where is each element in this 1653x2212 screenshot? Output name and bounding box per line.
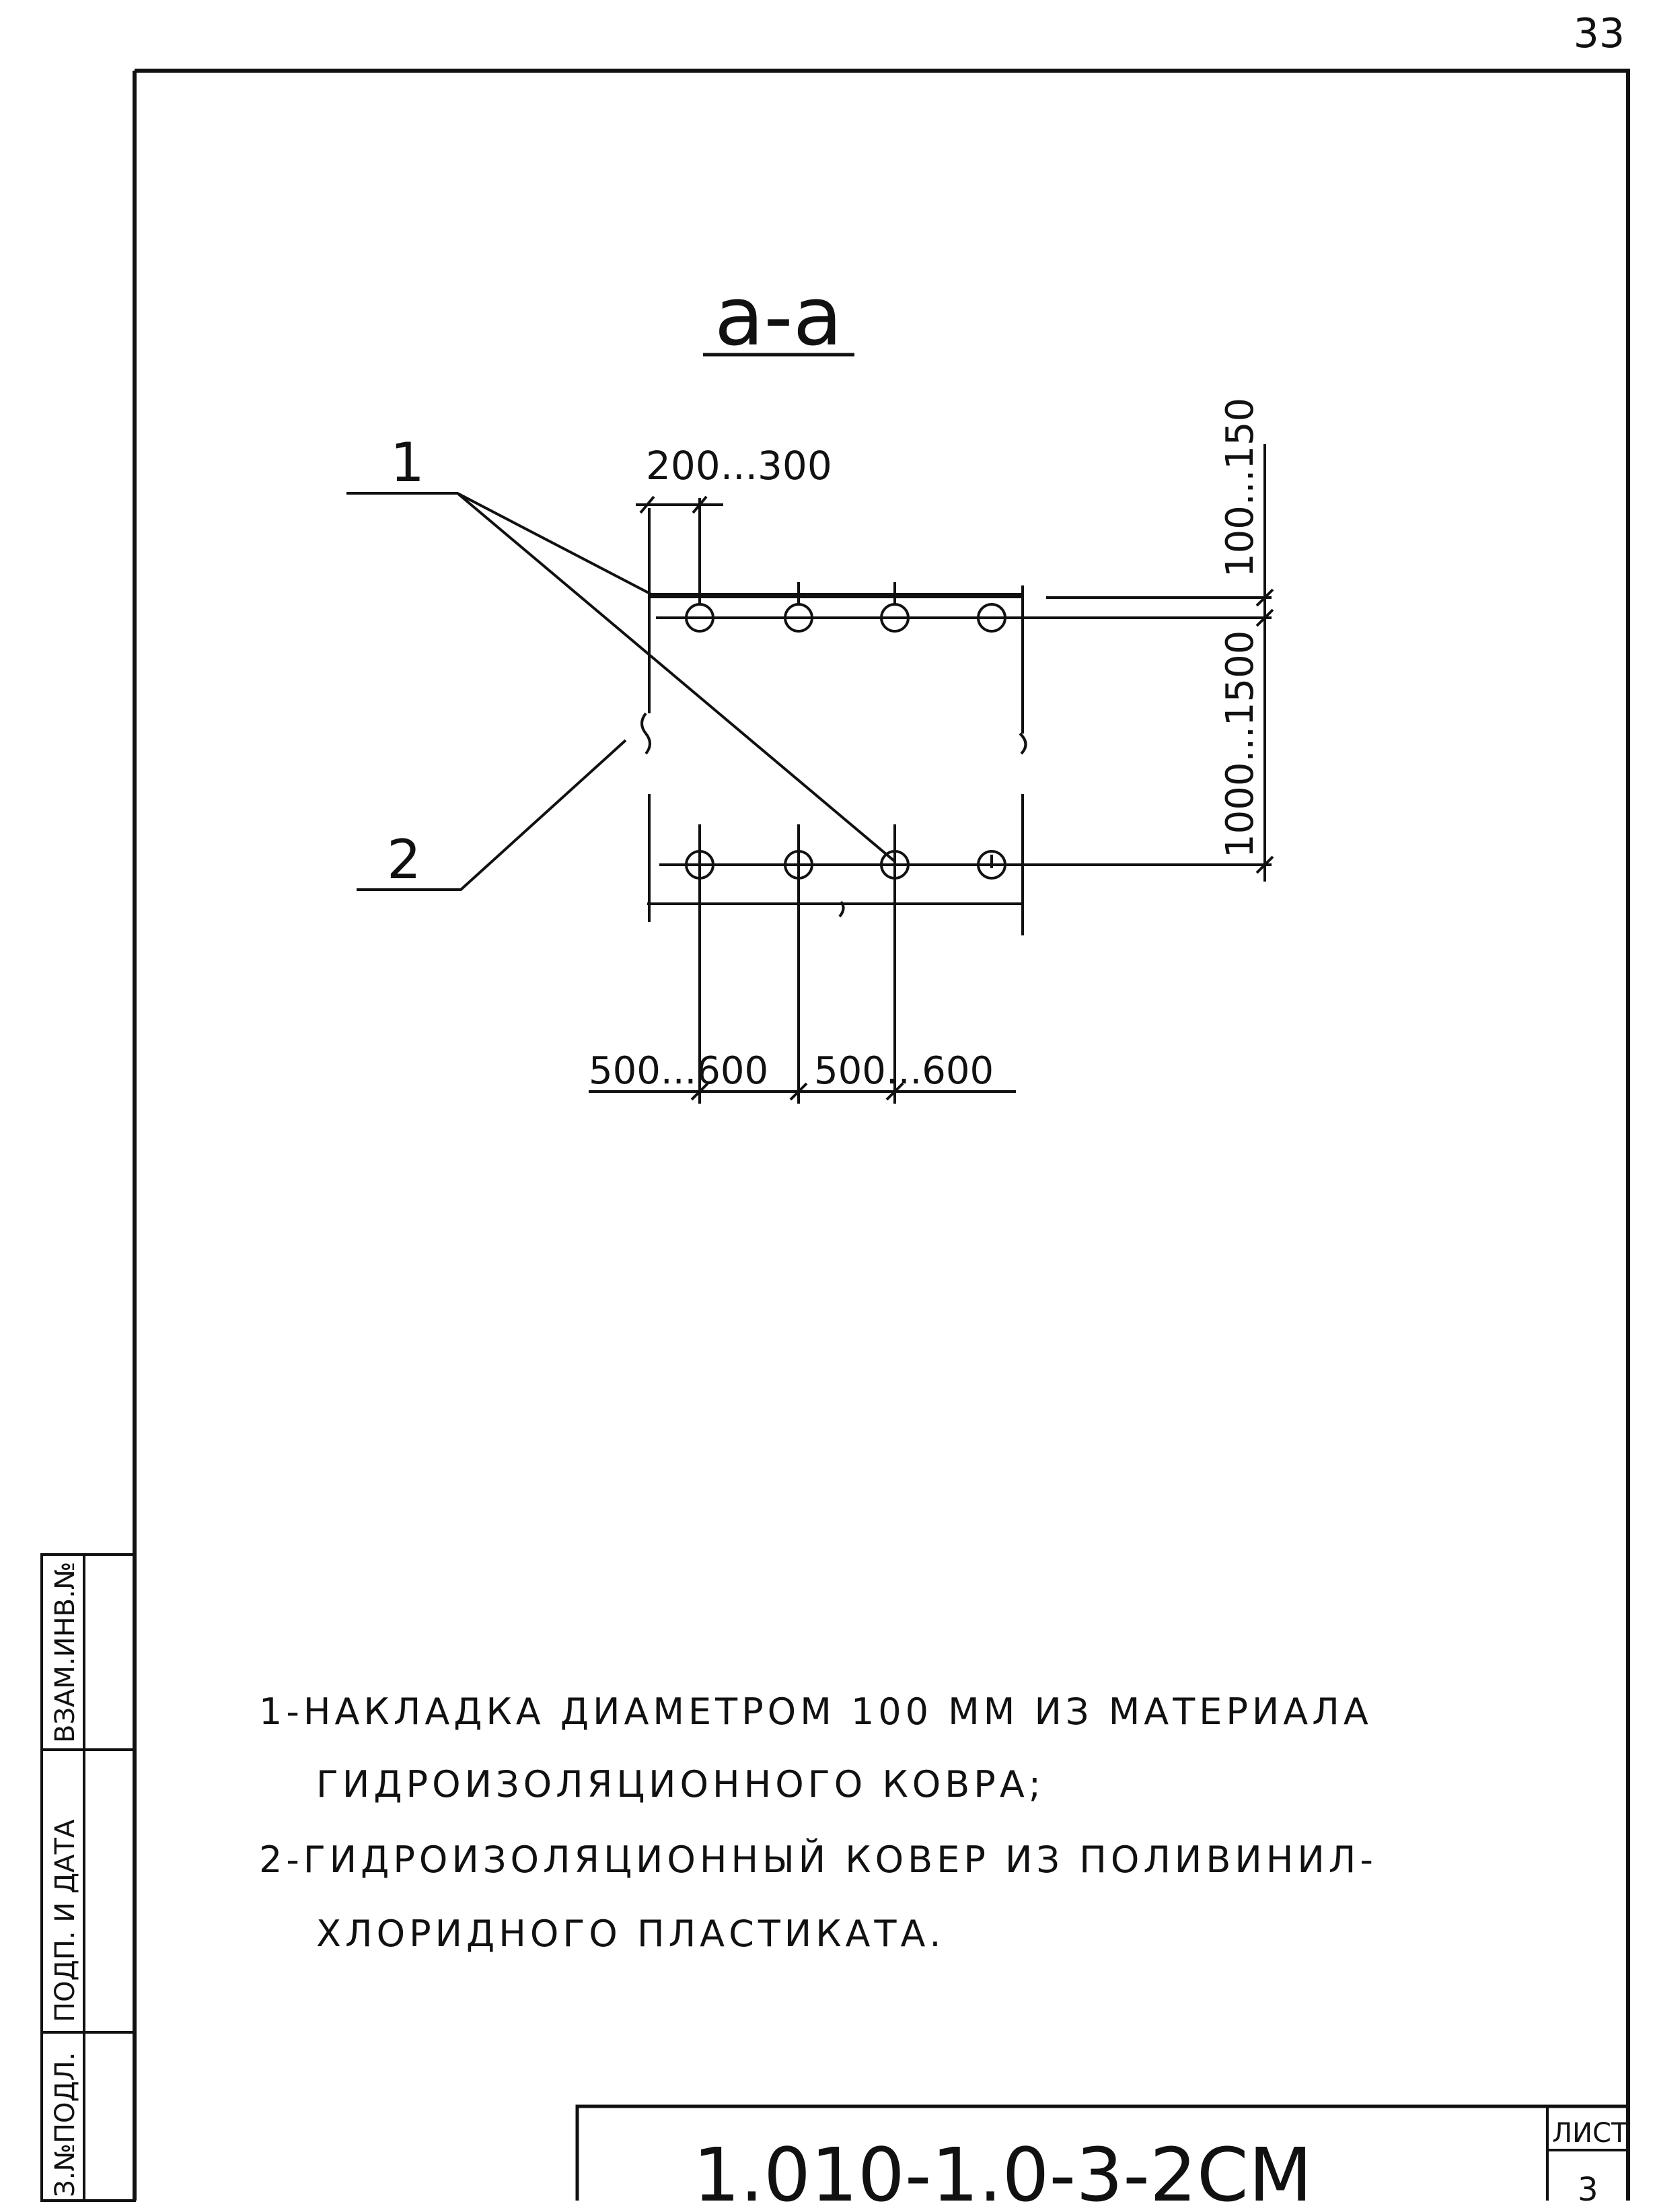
page-number: 33 [1573,10,1625,57]
frame-border [135,71,1628,2201]
dim-right-span: 1000...1500 [1218,630,1262,858]
sheet-number: 3 [1578,2171,1599,2209]
dim-top-offset: 200...300 [646,443,832,489]
dim-bottom-left: 500...600 [589,1049,769,1093]
note-line-2: ГИДРОИЗОЛЯЦИОННОГО КОВРА; [316,1763,1045,1806]
drawing-geometry [589,444,1273,1104]
note-line-3: 2-ГИДРОИЗОЛЯЦИОННЫЙ КОВЕР ИЗ ПОЛИВИНИЛ- [259,1839,1377,1881]
dim-bottom-right: 500...600 [814,1049,994,1093]
stamp-col-2: ПОДП. И ДАТА [50,1819,81,2022]
stamp-col-1: ВЗАМ.ИНВ.№ [50,1561,81,1743]
note-line-4: ХЛОРИДНОГО ПЛАСТИКАТА. [316,1913,945,1955]
section-title: а-а [714,271,843,364]
stamp-col-3: З.№ПОДЛ. [50,2052,81,2197]
document-code: 1.010-1.0-3-2СМ [693,2132,1313,2212]
dim-right-top: 100...150 [1218,397,1262,577]
leader-label-1: 1 [390,431,425,494]
note-line-1: 1-НАКЛАДКА ДИАМЕТРОМ 100 ММ ИЗ МАТЕРИАЛА [259,1690,1372,1733]
leader-line-1 [346,493,895,861]
sheet-label: ЛИСТ [1552,2118,1628,2149]
leader-label-2: 2 [387,828,421,891]
